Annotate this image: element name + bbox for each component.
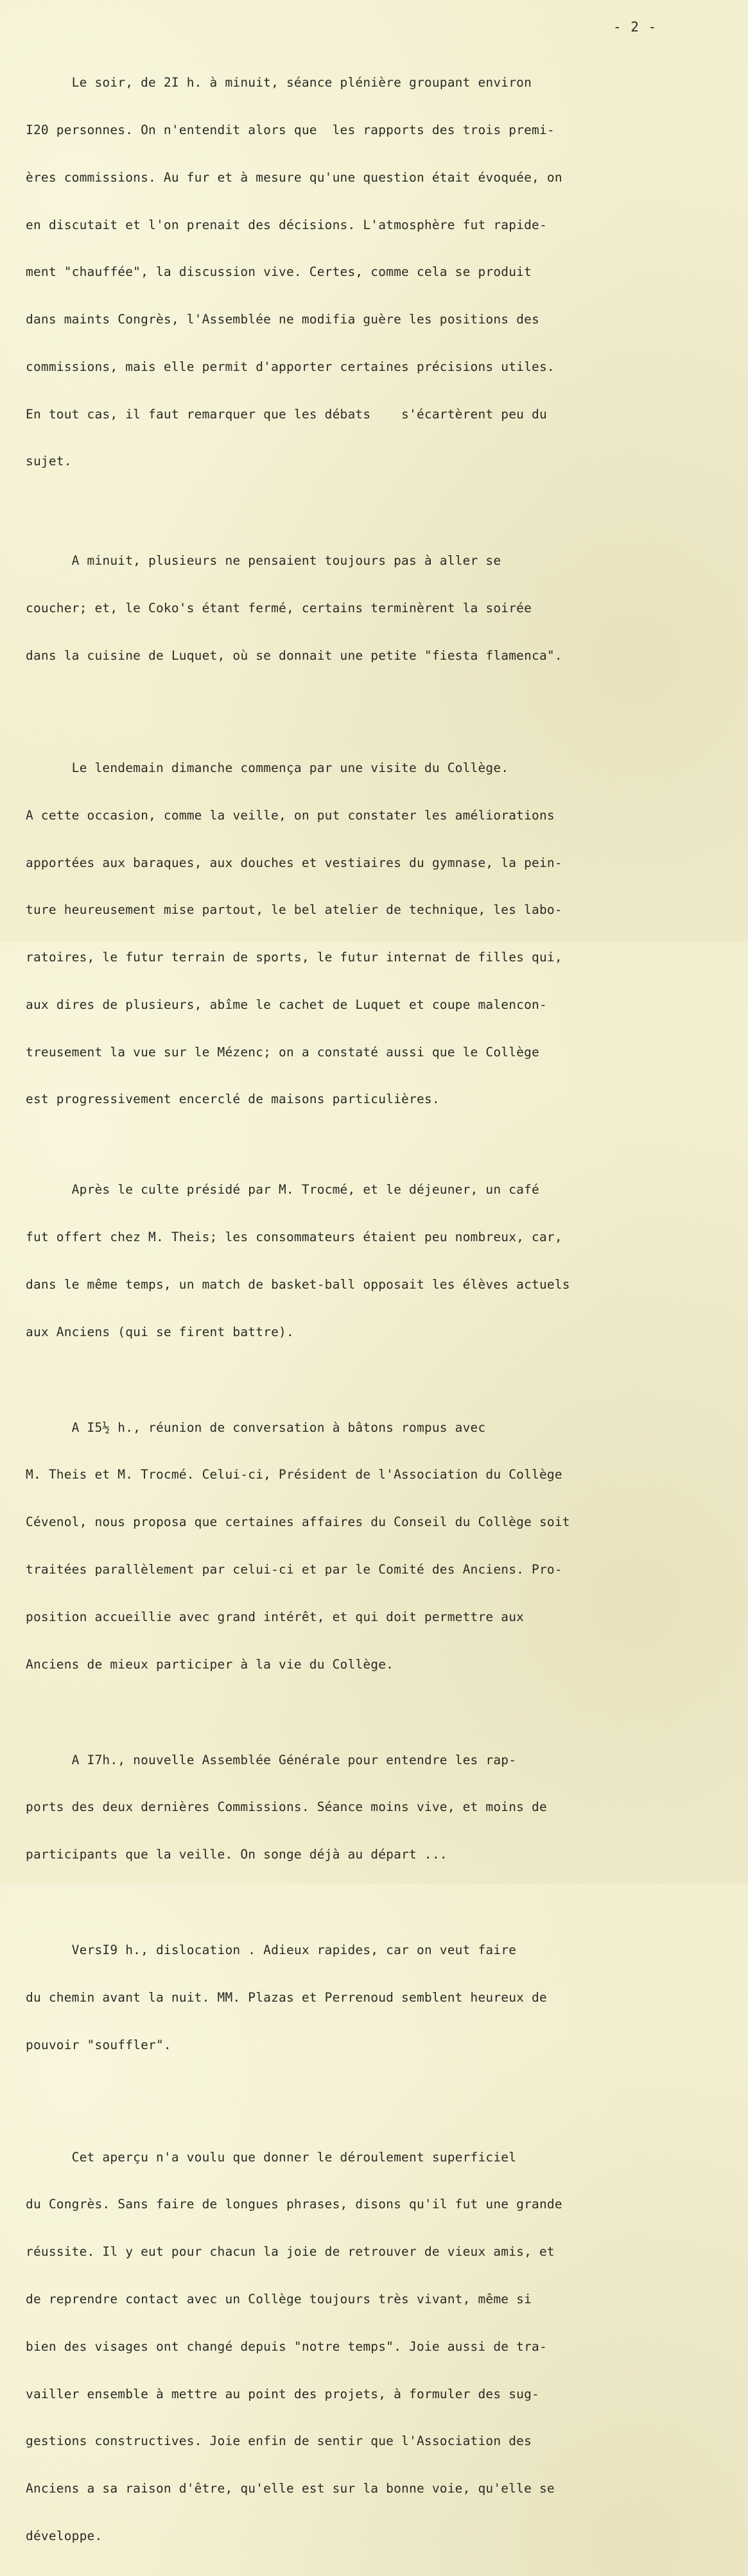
- text-line: Le lendemain dimanche commença par une visite du Collège.: [26, 760, 509, 775]
- text-line: participants que la veille. On songe déjà au départ ...: [26, 1847, 448, 1862]
- paragraph-general-assembly: [26, 1721, 726, 1894]
- text-line: traitées parallèlement par celui-ci et par le Comité des Anciens. Pro-: [26, 1562, 562, 1577]
- paragraph-midnight: [26, 522, 726, 696]
- text-line: Après le culte présidé par M. Trocmé, et le déjeuner, un café: [26, 1182, 539, 1198]
- text-line: I20 personnes. On n'entendit alors que les rapports des trois premi-: [26, 122, 555, 137]
- text-line: commissions, mais elle permit d'apporter certaines précisions utiles.: [26, 359, 555, 374]
- paragraph-college-visit: [26, 729, 726, 1139]
- text-line: M. Theis et M. Trocmé. Celui-ci, Président de l'Association du Collège: [26, 1467, 562, 1482]
- text-line: ports des deux dernières Commissions. Séance moins vive, et moins de: [26, 1799, 547, 1815]
- paragraph-conclusion: [26, 2118, 726, 2575]
- text-line: aux Anciens (qui se firent battre).: [26, 1324, 294, 1339]
- text-line: gestions constructives. Joie enfin de sentir que l'Association des: [26, 2434, 532, 2449]
- text-line: ment "chauffée", la discussion vive. Certes, comme cela se produit: [26, 264, 532, 280]
- text-line: développe.: [26, 2528, 103, 2543]
- text-line: ture heureusement mise partout, le bel atelier de technique, les labo-: [26, 902, 562, 918]
- text-line: pouvoir "souffler".: [26, 2037, 171, 2052]
- text-line: du chemin avant la nuit. MM. Plazas et Perrenoud semblent heureux de: [26, 1989, 547, 2005]
- paragraph-worship-coffee: [26, 1151, 726, 1371]
- text-line: de reprendre contact avec un Collège toujours très vivant, même si: [26, 2291, 532, 2306]
- text-line: A minuit, plusieurs ne pensaient toujours pas à aller se: [26, 553, 501, 569]
- text-line: En tout cas, il faut remarquer que les débats s'écartèrent peu du: [26, 406, 547, 422]
- text-line: coucher; et, le Coko's étant fermé, certains terminèrent la soirée: [26, 601, 532, 616]
- text-line: Le soir, de 2I h. à minuit, séance plénière groupant environ: [26, 75, 532, 90]
- text-line: A cette occasion, comme la veille, on put constater les améliorations: [26, 807, 555, 823]
- text-line: A I7h., nouvelle Assemblée Générale pour entendre les rap-: [26, 1752, 517, 1767]
- text-line: ratoires, le futur terrain de sports, le futur internat de filles qui,: [26, 950, 562, 965]
- text-line: Cévenol, nous proposa que certaines affaires du Conseil du Collège soit: [26, 1515, 570, 1530]
- text-line: apportées aux baraques, aux douches et vestiaires du gymnase, la pein-: [26, 855, 562, 870]
- text-line: A I5½ h., réunion de conversation à bâtons rompus avec: [26, 1420, 486, 1435]
- text-line: en discutait et l'on prenait des décisions. L'atmosphère fut rapide-: [26, 217, 547, 232]
- text-line: treusement la vue sur le Mézenc; on a constaté aussi que le Collège: [26, 1044, 539, 1060]
- text-line: dans la cuisine de Luquet, où se donnait une petite "fiesta flamenca".: [26, 648, 562, 663]
- text-line: vailler ensemble à mettre au point des projets, à formuler des sug-: [26, 2386, 539, 2401]
- text-line: Cet aperçu n'a voulu que donner le déroulement superficiel: [26, 2149, 517, 2165]
- page-number: - 2 -: [613, 19, 657, 35]
- text-line: aux dires de plusieurs, abîme le cachet de Luquet et coupe malencon-: [26, 997, 547, 1012]
- text-line: fut offert chez M. Theis; les consommateurs étaient peu nombreux, car,: [26, 1230, 562, 1245]
- text-line: ères commissions. Au fur et à mesure qu'une question était évoquée, on: [26, 169, 562, 185]
- paragraph-conversation-meeting: [26, 1389, 726, 1704]
- text-line: position accueillie avec grand intérêt, et qui doit permettre aux: [26, 1609, 525, 1624]
- text-line: Anciens de mieux participer à la vie du Collège.: [26, 1656, 394, 1672]
- paragraph-dislocation: [26, 1911, 726, 2085]
- text-line: est progressivement encerclé de maisons particulières.: [26, 1092, 440, 1107]
- text-line: du Congrès. Sans faire de longues phrases, disons qu'il fut une grande: [26, 2197, 562, 2212]
- text-line: sujet.: [26, 454, 72, 469]
- body-text: [26, 44, 726, 2576]
- text-line: VersI9 h., dislocation . Adieux rapides, car on veut faire: [26, 1943, 517, 1958]
- text-line: Anciens a sa raison d'être, qu'elle est sur la bonne voie, qu'elle se: [26, 2481, 555, 2496]
- paragraph-evening-session: [26, 44, 726, 501]
- text-line: bien des visages ont changé depuis "notre temps". Joie aussi de tra-: [26, 2339, 547, 2354]
- text-line: dans maints Congrès, l'Assemblée ne modifia guère les positions des: [26, 312, 539, 327]
- text-line: réussite. Il y eut pour chacun la joie de retrouver de vieux amis, et: [26, 2244, 555, 2260]
- text-line: dans le même temps, un match de basket-ball opposait les élèves actuels: [26, 1276, 570, 1292]
